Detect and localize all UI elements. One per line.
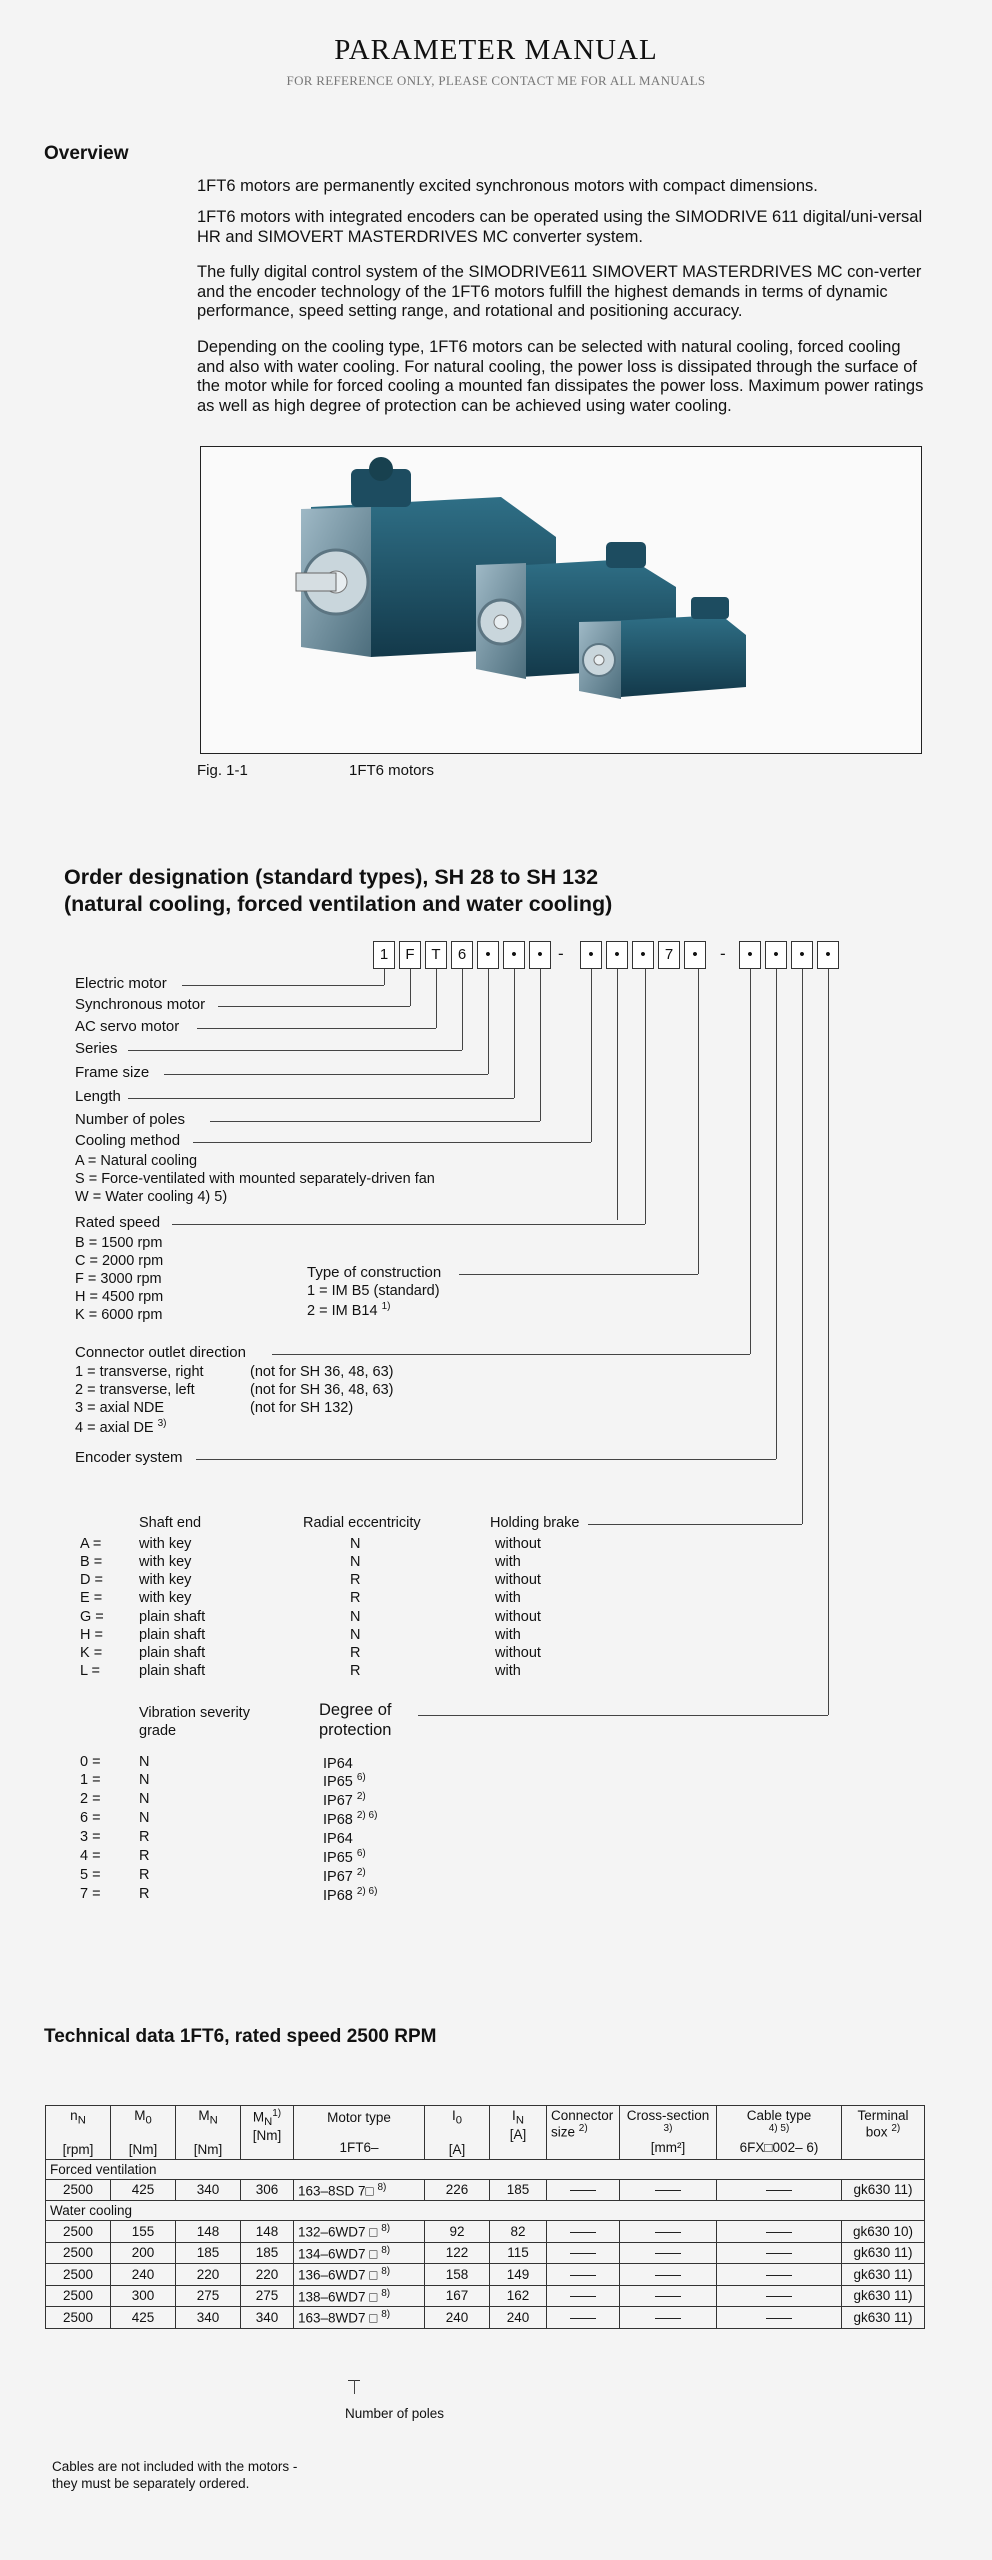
code-box: F: [399, 941, 421, 969]
encoder-code: B =: [80, 1554, 103, 1570]
leader-line: [193, 1142, 591, 1143]
protection-ip: [323, 1791, 366, 1809]
vibration-header: [139, 1704, 250, 1740]
leader-line: [410, 969, 411, 1006]
protection-ip-note: 6): [356, 1772, 366, 1783]
protection-code: 5 =: [80, 1867, 101, 1883]
page-title: PARAMETER MANUAL: [334, 34, 658, 66]
leader-line: [462, 969, 463, 1050]
protection-ip-value: IP68: [323, 1887, 353, 1904]
protection-ip: [323, 1829, 353, 1847]
label-electric-motor: Electric motor: [75, 975, 167, 992]
col-header: Cross-section $^{3)}$ [mm²]: [620, 2106, 717, 2160]
encoder-radial: N: [350, 1554, 361, 1570]
protection-ip-value: IP67: [323, 1868, 353, 1885]
protection-grade: N: [139, 1772, 150, 1788]
code-dash: -: [558, 944, 564, 963]
label-synchronous-motor: Synchronous motor: [75, 996, 206, 1013]
label-type-of-construction: Type of construction: [307, 1264, 442, 1281]
cooling-note: 4) 5): [197, 1189, 228, 1205]
leader-line: [645, 969, 646, 1224]
leader-line: [164, 1074, 488, 1075]
encoder-shaft: plain shaft: [139, 1609, 206, 1625]
label-ac-servo-motor: AC servo motor: [75, 1018, 180, 1035]
code-box: •: [791, 941, 813, 969]
encoder-header-radial: Radial eccentricity: [303, 1515, 421, 1531]
protection-grade: N: [139, 1810, 150, 1826]
col-header: $I_0$ [A]: [425, 2106, 490, 2160]
protection-ip: [323, 1772, 366, 1790]
encoder-code: H =: [80, 1627, 103, 1643]
footnote: [52, 2458, 297, 2492]
connector-note: (not for SH 132): [250, 1400, 354, 1416]
protection-code: 2 =: [80, 1791, 101, 1807]
leader-line: [197, 1028, 436, 1029]
cooling-option-text: W = Water cooling: [75, 1189, 194, 1205]
encoder-brake: with: [495, 1627, 521, 1643]
group-label: Forced ventilation: [46, 2159, 925, 2179]
leader-line: [617, 969, 618, 1220]
code-box: •: [606, 941, 628, 969]
encoder-code: G =: [80, 1609, 104, 1625]
footnote-line1: Cables are not included with the motors -: [52, 2459, 298, 2474]
code-box: •: [632, 941, 654, 969]
group-row: [46, 2201, 925, 2221]
leader-line: [196, 1459, 776, 1460]
leader-line: [540, 969, 541, 1121]
footnote-line2: they must be separately ordered.: [52, 2476, 250, 2491]
cooling-option: [75, 1189, 227, 1205]
tech-header-row: [46, 2106, 925, 2160]
leader-line: [776, 969, 777, 1459]
leader-line: [210, 1121, 540, 1122]
protection-ip-note: 2): [356, 1791, 366, 1802]
leader-line: [272, 1354, 750, 1355]
code-box: •: [529, 941, 551, 969]
code-box: •: [477, 941, 499, 969]
col-header: $M_0$ [Nm]: [111, 2106, 176, 2160]
code-dash: -: [720, 944, 726, 963]
encoder-brake: without: [495, 1609, 541, 1625]
order-heading-line1: Order designation (standard types), SH 28 to SH 132: [64, 865, 599, 889]
motors-figure: [200, 446, 922, 754]
encoder-radial: R: [350, 1590, 361, 1606]
vibration-header-line1: Vibration severity: [139, 1705, 250, 1721]
connector-option: [75, 1418, 167, 1436]
protection-ip-value: IP64: [323, 1755, 353, 1772]
protection-code: 6 =: [80, 1810, 101, 1826]
encoder-code: A =: [80, 1536, 102, 1552]
col-header: $M_N$ [Nm]: [176, 2106, 241, 2160]
label-connector-outlet: Connector outlet direction: [75, 1344, 246, 1361]
protection-ip-note: 2) 6): [356, 1886, 378, 1897]
leader-line: [488, 969, 489, 1074]
speed-option: F = 3000 rpm: [75, 1271, 162, 1287]
overview-heading: Overview: [44, 143, 129, 164]
encoder-radial: R: [350, 1645, 361, 1661]
leader-line: [591, 969, 592, 1142]
leader-line: [828, 969, 829, 1715]
vibration-header-line2: grade: [139, 1723, 177, 1739]
code-box: 6: [451, 941, 473, 969]
leader-line: [750, 969, 751, 1354]
col-header: $M_N^{1)}$ [Nm]: [241, 2106, 294, 2160]
code-box: •: [580, 941, 602, 969]
group-label: Water cooling: [46, 2201, 925, 2221]
connector-footnote: 3): [157, 1418, 167, 1429]
encoder-code: E =: [80, 1590, 103, 1606]
encoder-radial: N: [350, 1609, 361, 1625]
encoder-code: D =: [80, 1572, 103, 1588]
encoder-brake: without: [495, 1536, 541, 1552]
figure-number: Fig. 1-1: [197, 762, 248, 779]
protection-ip-value: IP68: [323, 1811, 353, 1828]
label-encoder-system: Encoder system: [75, 1449, 183, 1466]
motors-illustration: [201, 447, 921, 753]
leader-line: [384, 969, 385, 985]
protection-ip-note: 6): [356, 1848, 366, 1859]
label-rated-speed: Rated speed: [75, 1214, 161, 1231]
protection-header: [319, 1700, 391, 1740]
protection-code: 0 =: [80, 1754, 101, 1770]
col-header: Terminal box $^{2)}$: [842, 2106, 925, 2160]
construction-note: 1): [381, 1301, 391, 1312]
encoder-shaft: with key: [139, 1590, 192, 1606]
protection-grade: N: [139, 1791, 150, 1807]
label-length: Length: [75, 1088, 121, 1105]
leader-line: [418, 1715, 828, 1716]
overview-paragraph: Depending on the cooling type, 1FT6 motors can be selected with natural cooling, forced cooling and also with water cooling. For natural cooling, the power loss is dissipated through the surface of the motor while for forced cooling a mounted fan dissipates the power loss. Maximum power ratings as well as high degree of protection can be achieved using water cooling.: [197, 338, 924, 415]
code-box: T: [425, 941, 447, 969]
protection-ip: [323, 1754, 353, 1772]
encoder-shaft: plain shaft: [139, 1663, 206, 1679]
connector-option: 2 = transverse, left: [75, 1382, 195, 1398]
protection-grade: N: [139, 1754, 150, 1770]
table-row: 2500 425 340 340 163–8WD7 □ $^{8)}$ 240 240 gk630 11): [46, 2307, 925, 2329]
protection-ip-value: IP65: [323, 1773, 353, 1790]
protection-code: 1 =: [80, 1772, 101, 1788]
code-box: •: [503, 941, 525, 969]
encoder-brake: with: [495, 1663, 521, 1679]
table-row: 2500 155 148 148 132–6WD7 □ $^{8)}$ 92 82 gk630 10): [46, 2221, 925, 2243]
order-heading: [64, 864, 612, 918]
encoder-shaft: with key: [139, 1572, 192, 1588]
protection-ip: [323, 1886, 377, 1904]
poles-marker-stem: [354, 2380, 355, 2394]
protection-grade: R: [139, 1886, 150, 1902]
protection-header-line2: protection: [319, 1721, 392, 1739]
tech-heading: Technical data 1FT6, rated speed 2500 RPM: [44, 2026, 437, 2047]
encoder-brake: without: [495, 1645, 541, 1661]
table-row: 2500 300 275 275 138–6WD7 □ $^{8)}$ 167 162 gk630 11): [46, 2285, 925, 2307]
connector-option: 1 = transverse, right: [75, 1364, 204, 1380]
protection-ip-value: IP64: [323, 1830, 353, 1847]
code-box: •: [765, 941, 787, 969]
leader-line: [588, 1524, 802, 1525]
leader-line: [802, 969, 803, 1524]
speed-option: C = 2000 rpm: [75, 1253, 164, 1269]
leader-line: [182, 985, 384, 986]
tech-table: [45, 2105, 925, 2329]
figure-caption: 1FT6 motors: [349, 762, 435, 779]
encoder-shaft: with key: [139, 1536, 192, 1552]
protection-grade: R: [139, 1829, 150, 1845]
encoder-shaft: plain shaft: [139, 1627, 206, 1643]
speed-option: K = 6000 rpm: [75, 1307, 163, 1323]
encoder-code: K =: [80, 1645, 103, 1661]
leader-line: [172, 1224, 645, 1225]
protection-ip: [323, 1848, 366, 1866]
protection-ip-value: IP67: [323, 1792, 353, 1809]
speed-option: H = 4500 rpm: [75, 1289, 164, 1305]
protection-code: 7 =: [80, 1886, 101, 1902]
encoder-radial: R: [350, 1572, 361, 1588]
code-box: •: [739, 941, 761, 969]
overview-paragraph: 1FT6 motors are permanently excited synchronous motors with compact dimensions.: [197, 177, 818, 195]
overview-paragraph: 1FT6 motors with integrated encoders can be operated using the SIMODRIVE 611 digital/uni-versal HR and SIMOVERT MASTERDRIVES MC converter system.: [197, 208, 923, 246]
protection-ip: [323, 1867, 366, 1885]
cooling-option: A = Natural cooling: [75, 1153, 198, 1169]
encoder-shaft: with key: [139, 1554, 192, 1570]
protection-header-line1: Degree of: [319, 1701, 392, 1719]
code-box: •: [817, 941, 839, 969]
protection-code: 4 =: [80, 1848, 101, 1864]
encoder-radial: R: [350, 1663, 361, 1679]
poles-label: Number of poles: [345, 2406, 445, 2421]
encoder-header-brake: Holding brake: [490, 1515, 580, 1531]
construction-option: 1 = IM B5 (standard): [307, 1283, 440, 1299]
connector-option: 3 = axial NDE: [75, 1400, 165, 1416]
group-row: [46, 2159, 925, 2179]
leader-line: [128, 1098, 514, 1099]
leader-line: [698, 969, 699, 1274]
order-heading-line2: (natural cooling, forced ventilation and water cooling): [64, 892, 613, 916]
table-row: 2500 200 185 185 134–6WD7 □ $^{8)}$ 122 115 gk630 11): [46, 2242, 925, 2264]
encoder-radial: N: [350, 1627, 361, 1643]
encoder-radial: N: [350, 1536, 361, 1552]
label-frame-size: Frame size: [75, 1064, 150, 1081]
protection-code: 3 =: [80, 1829, 101, 1845]
page-subtitle: FOR REFERENCE ONLY, PLEASE CONTACT ME FOR ALL MANUALS: [286, 73, 706, 88]
protection-ip-value: IP65: [323, 1849, 353, 1866]
leader-line: [514, 969, 515, 1098]
code-box: 7: [658, 941, 680, 969]
code-box: 1: [373, 941, 395, 969]
protection-ip: [323, 1810, 377, 1828]
col-header: $I_N$ [A]: [490, 2106, 547, 2160]
construction-option: [307, 1301, 390, 1319]
encoder-shaft: plain shaft: [139, 1645, 206, 1661]
leader-line: [436, 969, 437, 1028]
speed-option: B = 1500 rpm: [75, 1235, 163, 1251]
label-cooling-method: Cooling method: [75, 1132, 181, 1149]
encoder-code: L =: [80, 1663, 101, 1679]
encoder-brake: without: [495, 1572, 541, 1588]
protection-grade: R: [139, 1867, 150, 1883]
leader-line: [128, 1050, 462, 1051]
label-series: Series: [75, 1040, 118, 1057]
connector-option-text: 4 = axial DE: [75, 1419, 154, 1436]
code-box: •: [684, 941, 706, 969]
label-number-of-poles: Number of poles: [75, 1111, 186, 1128]
col-header: Motor type 1FT6–: [294, 2106, 425, 2160]
connector-note: (not for SH 36, 48, 63): [250, 1364, 394, 1380]
protection-ip-note: 2): [356, 1867, 366, 1878]
leader-line: [218, 1006, 410, 1007]
cooling-option: S = Force-ventilated with mounted separately-driven fan: [75, 1171, 435, 1187]
encoder-brake: with: [495, 1554, 521, 1570]
encoder-header-shaft: Shaft end: [139, 1515, 202, 1531]
col-header: $n_N$ [rpm]: [46, 2106, 111, 2160]
encoder-brake: with: [495, 1590, 521, 1606]
overview-paragraph: The fully digital control system of the SIMODRIVE611 SIMOVERT MASTERDRIVES MC con-verter and the encoder technology of the 1FT6 motors fulfill the highest demands in terms of dynamic performance, speed setting range, and rotational and positioning accuracy.: [197, 263, 922, 320]
protection-ip-note: 2) 6): [356, 1810, 378, 1821]
connector-note: (not for SH 36, 48, 63): [250, 1382, 394, 1398]
col-header: Cable type $^{4) 5)}$ 6FX□002– 6): [717, 2106, 842, 2160]
table-row: 2500 425 340 306 163–8SD 7□ $^{8)}$ 226 185 gk630 11): [46, 2179, 925, 2201]
table-row: 2500 240 220 220 136–6WD7 □ $^{8)}$ 158 149 gk630 11): [46, 2264, 925, 2286]
col-header: Connector size $^{2)}$: [547, 2106, 620, 2160]
protection-grade: R: [139, 1848, 150, 1864]
leader-line: [459, 1274, 698, 1275]
construction-option-text: 2 = IM B14: [307, 1302, 378, 1319]
